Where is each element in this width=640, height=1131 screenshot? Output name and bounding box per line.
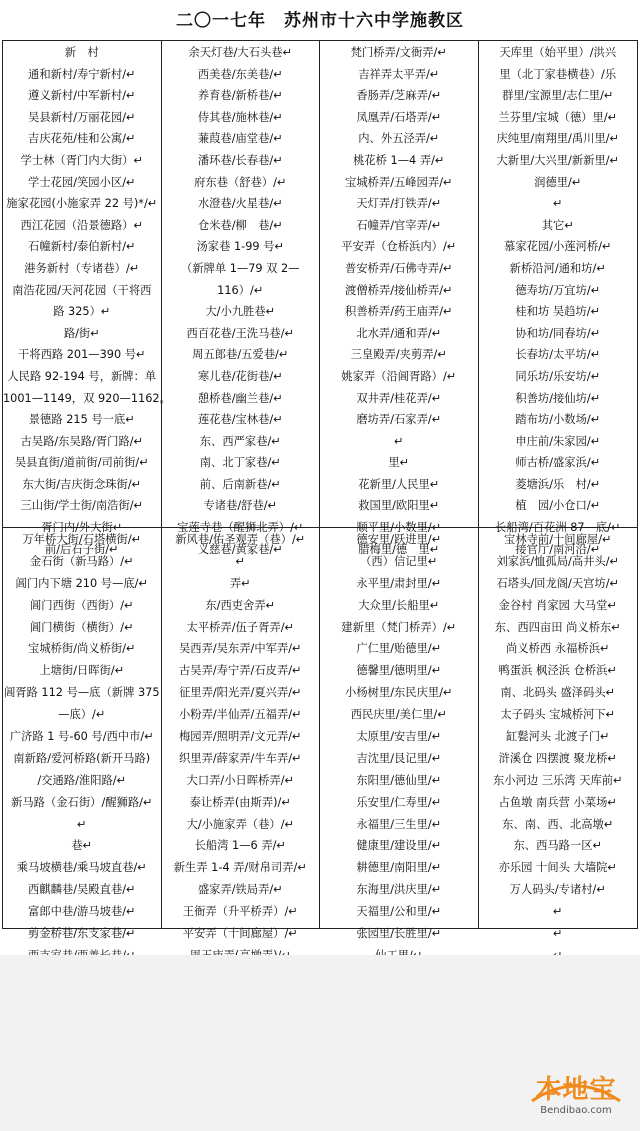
table-cell-line: 周五郎巷/五爱巷/↵ <box>192 348 289 362</box>
table-cell-line: 吴县直街/道前街/司前街/↵ <box>14 456 149 470</box>
table-column <box>320 528 479 941</box>
table-cell-line: 平安弄（仓桥浜内）/↵ <box>341 240 457 254</box>
table-cell-line: 占鱼墩 南兵营 小菜场↵ <box>498 795 617 809</box>
table-cell-line: 小杨树里/东民庆里/↵ <box>345 686 453 700</box>
table-cell-line: 梅园弄/照明弄/文元弄/↵ <box>178 730 302 744</box>
table-cell-line: 织里弄/薛家弄/牛车弄/↵ <box>178 751 302 765</box>
table-cell-line: 平安弄（十间廊屋）/↵ <box>182 927 298 941</box>
table-cell-line: 桂和坊 吴趋坊/↵ <box>515 305 601 319</box>
table-cell-line: 广仁里/贻德里/↵ <box>356 642 442 656</box>
table-cell-line: 尚义桥西 永福桥浜↵ <box>506 642 610 656</box>
table-cell-line: 胥门内/外大街↵ <box>41 521 123 535</box>
table-cell-line: 仓米巷/柳 巷/↵ <box>197 218 283 232</box>
table-cell-line: 万年桥大街/石塔横街/↵ <box>22 533 142 546</box>
table-cell-line: 双井弄/桂花弄/↵ <box>356 391 442 405</box>
table-cell-line: 前/后石子街/↵ <box>44 542 119 556</box>
table-cell-line: 东/西吏舍弄↵ <box>205 598 276 612</box>
table-cell-line: 姚家弄（沿阊胥路）/↵ <box>341 369 457 383</box>
table-cell-line: 石塔头/回龙阁/天宫坊/↵ <box>496 576 620 590</box>
table-cell-line: 长船湾/百花洲 87—底/↵ <box>495 521 621 535</box>
table-cell-line: 余天灯巷/大石头巷↵ <box>188 46 293 59</box>
table-cell-line: 阊门内下塘 210 号—底/↵ <box>15 576 148 590</box>
table-cell-line: 长春坊/太平坊/↵ <box>515 348 601 362</box>
logo-text: 本地宝 <box>535 1075 617 1105</box>
table-cell-line: 德寿坊/万宜坊/↵ <box>515 283 601 297</box>
table-cell-line: 东、西马路一区↵ <box>513 839 603 853</box>
table-cell-line: 普安桥弄/石佛寺弄/↵ <box>345 261 453 275</box>
table-cell-line: 剪金桥巷/东支家巷/↵ <box>28 927 136 941</box>
table-cell-line: ↵ <box>553 197 563 211</box>
logo-url: Bendibao.com <box>540 1105 612 1116</box>
table-cell-line: 菱塘浜/乐 村/↵ <box>515 477 601 491</box>
table-cell-line: 建新里（梵门桥弄）/↵ <box>341 620 457 634</box>
table-cell-line: 里（北丁家巷横巷）/乐 <box>499 67 617 81</box>
table-cell-line: 庆纯里/南翔里/禹川里/↵ <box>496 132 620 146</box>
table-cell-line: 申庄前/朱家园/↵ <box>515 434 601 448</box>
table-cell-line: 西民庆里/美仁里/↵ <box>350 708 447 722</box>
table-cell-line: 学士花园/笑园小区/↵ <box>28 175 136 189</box>
table-cell-line: 水澄巷/火星巷/↵ <box>197 197 283 211</box>
table-section-bottom <box>3 528 637 941</box>
table-cell-line: 汤家巷 1-99 号↵ <box>196 240 284 254</box>
table-cell-line: 踏布坊/小数场/↵ <box>515 413 601 427</box>
table-cell-line: 广济路 1 号-60 号/西中市/↵ <box>9 730 154 744</box>
table-cell-line: 上塘街/日晖街/↵ <box>39 664 125 678</box>
table-cell-line: 香肠弄/芝麻弄/↵ <box>356 89 442 103</box>
table-cell-line: 侍其巷/施林巷/↵ <box>197 110 283 124</box>
table-cell-line: 慕家花园/小莲河桥/↵ <box>504 240 612 254</box>
table-cell-line: 征里弄/阳光弄/夏兴弄/↵ <box>178 686 302 700</box>
table-cell-line: 阊胥路 112 号—底（新牌 375 <box>3 686 160 700</box>
table-cell-line: 金谷村 肖家园 大马堂↵ <box>498 598 617 612</box>
table-cell-line: 万人码头/专诸村/↵ <box>509 883 606 897</box>
table-cell-line: 盛家弄/铁局弄/↵ <box>197 883 283 897</box>
table-cell-line: 蒹葭巷/庙堂巷/↵ <box>197 132 283 146</box>
table-cell-line: 小粉弄/半仙弄/五福弄/↵ <box>178 708 302 722</box>
table-cell-line: 救国里/欧阳里↵ <box>358 499 440 513</box>
table-cell-line: 太原里/安吉里/↵ <box>356 730 442 744</box>
table-cell-line: （西）信记里↵ <box>360 554 438 568</box>
table-cell-line: 乘马坡横巷/乘马坡直巷/↵ <box>16 861 147 875</box>
table-cell-line: （新牌单 1—79 双 2— <box>180 261 300 275</box>
table-cell-line: ↵ <box>553 905 563 919</box>
table-cell-line: 梵门桥弄/文衙弄/↵ <box>350 46 447 59</box>
table-cell-line: 阊门西街（西街）/↵ <box>29 598 134 612</box>
table-cell-line: 吴县新村/万丽花园/↵ <box>28 110 136 124</box>
table-cell-line: 东海里/洪庆里/↵ <box>356 883 442 897</box>
table-cell-line: 新生弄 1-4 弄/财帛司弄/↵ <box>173 861 307 875</box>
watermark-logo <box>520 1065 632 1125</box>
table-cell-line: 古吴弄/寿宁弄/石皮弄/↵ <box>178 664 302 678</box>
table-cell-line: 弄↵ <box>229 576 251 590</box>
table-cell-line: 东、南、西、北高墩↵ <box>502 817 614 831</box>
table-cell-line: 天灯弄/打铁弄/↵ <box>356 197 442 211</box>
table-cell-line: 景德路 215 号一底↵ <box>28 413 135 427</box>
table-cell-line: 大/小施家弄（巷）/↵ <box>186 817 294 831</box>
table-cell-line: 金石街（新马路）/↵ <box>29 554 134 568</box>
table-cell-line: 德安里/跃进里/↵ <box>356 533 442 546</box>
table-cell-line: 养育巷/新桥巷/↵ <box>197 89 283 103</box>
table-cell-line: 腊梅里/德 里↵ <box>358 542 440 556</box>
table-cell-line: 府东巷（舒巷）/↵ <box>194 175 287 189</box>
table-cell-line: 大众里/长船里↵ <box>358 598 440 612</box>
table-cell-line: 积善桥弄/药王庙弄/↵ <box>345 305 453 319</box>
table-cell-line: 宝城桥街/尚义桥街/↵ <box>28 642 136 656</box>
table-cell-line: 西麒麟巷/吴殿直巷/↵ <box>28 883 136 897</box>
table-cell-line: 义慈巷/黄家巷/↵ <box>197 542 283 556</box>
table-cell-line: 太子码头 宝城桥河下↵ <box>500 708 616 722</box>
table-cell-line: ↵ <box>235 554 245 568</box>
table-cell-line: 宝城桥弄/五峰园弄/↵ <box>345 175 453 189</box>
table-cell-line: 乐安里/仁寿里/↵ <box>356 795 442 809</box>
table-cell-line: 群里/宝源里/志仁里/↵ <box>502 89 614 103</box>
table-cell-line: 人民路 92-194 号，新牌：单 <box>7 369 157 383</box>
table-cell-line: 北水弄/通和弄/↵ <box>356 326 442 340</box>
table-cell-line: 西江花园（沿景德路）↵ <box>20 218 143 232</box>
table-cell-line: 宝林寺前/十间廊屋/↵ <box>504 533 612 546</box>
page-title: 二〇一七年 苏州市十六中学施教区 <box>176 11 464 31</box>
table-cell-line: 阊门横街（横街）/↵ <box>29 620 134 634</box>
table-cell-line: 116）/↵ <box>217 283 264 297</box>
table-cell-line: 师古桥/盛家浜/↵ <box>515 456 601 470</box>
table-cell-line: 大新里/大兴里/新新里/↵ <box>496 153 620 167</box>
table-cell-line: 干将西路 201—390 号↵ <box>17 348 146 362</box>
table-cell-line: 里↵ <box>388 456 410 470</box>
table-cell-line: 大/小九胜巷↵ <box>205 305 276 319</box>
table-cell-line: 西美巷/东美巷/↵ <box>197 67 283 81</box>
table-cell-line: 港务新村（专诸巷）/↵ <box>24 261 140 275</box>
table-cell-line: 寒儿巷/花街巷/↵ <box>197 369 283 383</box>
table-cell-line: 石幢弄/官宰弄/↵ <box>356 218 442 232</box>
table-cell-line: 其它↵ <box>541 218 574 232</box>
table-cell-line: 新桥沿河/通和坊/↵ <box>509 261 606 275</box>
table-cell-line: 专诸巷/舒巷/↵ <box>203 499 278 513</box>
table-cell-line: 永平里/肃封里/↵ <box>356 576 442 590</box>
table-cell-line: 东、西严家巷/↵ <box>199 434 281 448</box>
table-cell-line: 吉祥弄太平弄/↵ <box>358 67 440 81</box>
table-cell-line: 巷↵ <box>71 839 93 853</box>
table-cell-line: 吉沈里/艮记里/↵ <box>356 751 442 765</box>
table-cell-line: 南、北码头 盛泽码头↵ <box>500 686 616 700</box>
table-cell-line: 南浩花园/天河花园（干将西 <box>12 283 152 297</box>
table-column <box>479 528 638 941</box>
table-cell-line: 路 325）↵ <box>53 305 111 319</box>
table-cell-line: 泰让桥弄(由斯弄)/↵ <box>189 795 291 809</box>
table-cell-line: 新风巷/佑圣观弄（巷）/↵ <box>175 533 306 546</box>
table-cell-line: 兰芬里/宝城（德）里/↵ <box>498 110 618 124</box>
table-cell-line: 潘环巷/长春巷/↵ <box>197 153 283 167</box>
table-cell-line: 遵义新村/中军新村/↵ <box>28 89 136 103</box>
table-cell-line: 积善坊/接仙坊/↵ <box>515 391 601 405</box>
table-cell-line: 路/街↵ <box>63 326 100 340</box>
table-cell-line: 施家花园(小施家弄 22 号)*/↵ <box>6 197 158 211</box>
table-cell-line: —底）/↵ <box>58 708 106 722</box>
table-cell-line: 东阳里/德仙里/↵ <box>356 773 442 787</box>
table-cell-line: 张园里/长胜里/↵ <box>356 927 442 941</box>
table-cell-line: 三山街/学士街/南浩街/↵ <box>20 499 144 513</box>
table-cell-line: 通和新村/寿宁新村/↵ <box>28 67 136 81</box>
table-cell-line: 前、后南新巷/↵ <box>199 477 281 491</box>
table-cell-line: 石幢新村/泰伯新村/↵ <box>28 240 136 254</box>
table-cell-line: 宝莲寺巷（醒狮北弄）/↵ <box>177 521 304 535</box>
table-cell-line: 润德里/↵ <box>534 175 582 189</box>
table-cell-line: 德馨里/德明里/↵ <box>356 664 442 678</box>
table-cell-line: 永福里/三生里/↵ <box>356 817 442 831</box>
table-cell-line: 1001—1149，双 920—1162。 <box>3 391 171 405</box>
district-table <box>2 40 638 941</box>
table-cell-line: 健康里/建设里/↵ <box>356 839 442 853</box>
table-cell-line: 东小河边 三乐湾 天库前↵ <box>492 773 623 787</box>
table-cell-line: 亦乐园 十间头 大墙院↵ <box>498 861 617 875</box>
table-cell-line: 顺平里/小数里/↵ <box>356 521 442 535</box>
table-cell-line: 憩桥巷/幽兰巷/↵ <box>197 391 283 405</box>
table-cell-line: ↵ <box>394 434 404 448</box>
table-cell-line: 凤凰弄/石塔弄/↵ <box>356 110 442 124</box>
table-cell-line: 植 园/小仓口/↵ <box>515 499 601 513</box>
table-column <box>3 528 162 941</box>
table-cell-line: 内、外五泾弄/↵ <box>358 132 440 146</box>
table-cell-line: 缸甏河头 北渡子门↵ <box>506 730 610 744</box>
table-cell-line: 渡僧桥弄/接仙桥弄/↵ <box>345 283 453 297</box>
table-cell-line: 南新路/爱河桥路(新开马路) <box>13 751 151 765</box>
table-cell-line: 三皇殿弄/夹剪弄/↵ <box>350 348 447 362</box>
table-cell-line: 学士林（胥门内大街）↵ <box>20 153 143 167</box>
table-cell-line: ↵ <box>553 927 563 941</box>
table-cell-line: 新 村 <box>64 46 99 59</box>
table-cell-line: 花新里/人民里↵ <box>358 477 440 491</box>
table-cell-line: 耕德里/南阳里/↵ <box>356 861 442 875</box>
table-cell-line: 西百花巷/王洗马巷/↵ <box>186 326 294 340</box>
table-cell-line: 吴西弄/吴东弄/中军弄/↵ <box>178 642 302 656</box>
table-cell-line: 同乐坊/乐安坊/↵ <box>515 369 601 383</box>
table-cell-line: 刘家浜/恤孤局/高井头/↵ <box>496 554 620 568</box>
table-cell-line: 天福里/公和里/↵ <box>356 905 442 919</box>
table-cell-line: 王衙弄（升平桥弄）/↵ <box>182 905 298 919</box>
table-cell-line: 莲花巷/宝林巷/↵ <box>197 413 283 427</box>
table-cell-line: 东大街/吉庆街念珠街/↵ <box>22 477 142 491</box>
table-cell-line: 鸭蛋浜 枫泾浜 仓桥浜↵ <box>498 664 617 678</box>
table-cell-line: 协和坊/同春坊/↵ <box>515 326 601 340</box>
table-column <box>162 528 321 941</box>
table-cell-line: /交通路/淮阳路/↵ <box>37 773 127 787</box>
table-cell-line: 吉庆花苑/桂和公寓/↵ <box>28 132 136 146</box>
table-cell-line: 太平桥弄/伍子胥弄/↵ <box>186 620 294 634</box>
table-cell-line: 大口弄/小日晖桥弄/↵ <box>186 773 294 787</box>
table-cell-line: 新马路（金石街）/醒狮路/↵ <box>11 795 153 809</box>
table-cell-line: 东、西四亩田 尚义桥东↵ <box>494 620 621 634</box>
table-cell-line: 桃花桥 1—4 弄/↵ <box>353 153 445 167</box>
table-cell-line: 富郎中巷/游马坡巷/↵ <box>28 905 136 919</box>
table-cell-line: 天库里（始平里）/洪兴 <box>499 46 617 59</box>
table-cell-line: 古吴路/东吴路/胥门路/↵ <box>20 434 144 448</box>
table-cell-line: 接官厅/南河沿/↵ <box>515 542 601 556</box>
table-cell-line: ↵ <box>77 817 87 831</box>
table-cell-line: 磨坊弄/石家弄/↵ <box>356 413 442 427</box>
table-cell-line: 浒溪仓 四摆渡 聚龙桥↵ <box>498 751 617 765</box>
table-cell-line: 长船湾 1—6 弄/↵ <box>194 839 286 853</box>
table-cell-line: 南、北丁家巷/↵ <box>199 456 281 470</box>
